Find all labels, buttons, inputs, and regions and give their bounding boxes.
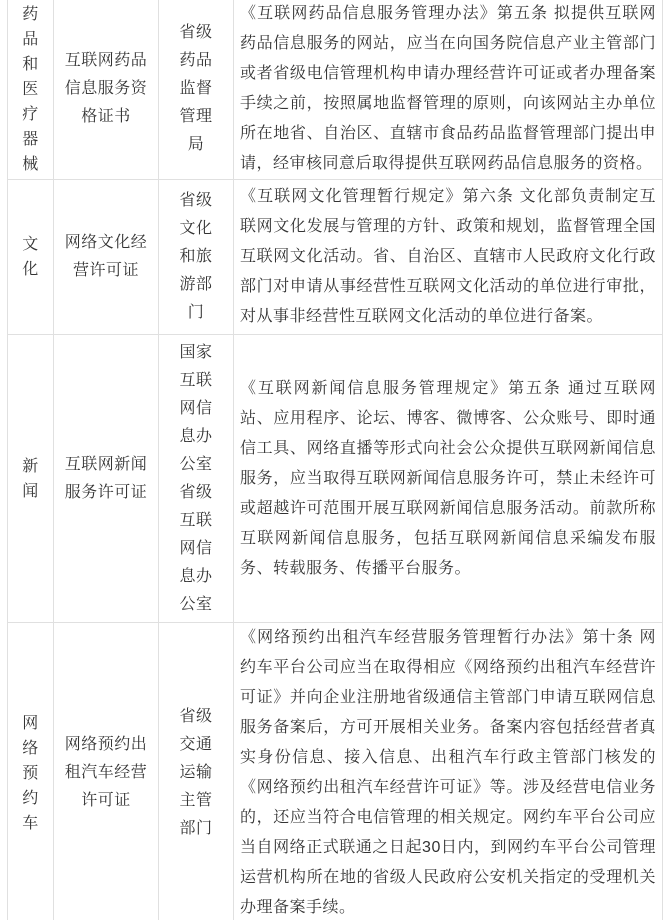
category-cell: 药品和医疗器械: [8, 0, 54, 180]
legal-basis-cell: 《互联网新闻信息服务管理规定》第五条 通过互联网站、应用程序、论坛、博客、微博客、公众账号、即时通信工具、网络直播等形式向社会公众提供互联网新闻信息服务，应当取得互联网新闻信息服务许可，禁止未经许可或超越许可范围开展互联网新闻信息服务活动。前款所称互联网新闻信息服务，包括互联网新闻信息采编发布服务、转载服务、传播平台服务。: [234, 335, 663, 623]
table-row: [8, 0, 663, 180]
authority-cell: 省级文化和旅游部门: [159, 180, 234, 335]
table-row: [8, 180, 663, 335]
authority-cell: 省级药品监督管理局: [159, 0, 234, 180]
table-row: [8, 335, 663, 623]
legal-basis-cell: 《网络预约出租汽车经营服务管理暂行办法》第十条 网约车平台公司应当在取得相应《网络预约出租汽车经营许可证》并向企业注册地省级通信主管部门申请互联网信息服务备案后，方可开展相关业务。备案内容包括经营者真实身份信息、接入信息、出租汽车行政主管部门核发的《网络预约出租汽车经营许可证》等。涉及经营电信业务的，还应当符合电信管理的相关规定。网约车平台公司应当自网络正式联通之日起30日内，到网约车平台公司管理运营机构所在地的省级人民政府公安机关指定的受理机关办理备案手续。: [234, 623, 663, 920]
license-cell: 互联网新闻服务许可证: [54, 335, 159, 623]
category-cell: 文化: [8, 180, 54, 335]
legal-basis-cell: 《互联网文化管理暂行规定》第六条 文化部负责制定互联网文化发展与管理的方针、政策和规划，监督管理全国互联网文化活动。省、自治区、直辖市人民政府文化行政部门对申请从事经营性互联网文化活动的单位进行审批，对从事非经营性互联网文化活动的单位进行备案。: [234, 180, 663, 335]
legal-basis-cell: 《互联网药品信息服务管理办法》第五条 拟提供互联网药品信息服务的网站，应当在向国务院信息产业主管部门或者省级电信管理机构申请办理经营许可证或者办理备案手续之前，按照属地监督管理的原则，向该网站主办单位所在地省、自治区、直辖市食品药品监督管理部门提出申请，经审核同意后取得提供互联网药品信息服务的资格。: [234, 0, 663, 180]
authority-cell: 省级交通运输主管部门: [159, 623, 234, 920]
license-cell: 网络文化经营许可证: [54, 180, 159, 335]
authority-cell: 国家互联网信息办公室省级互联网信息办公室: [159, 335, 234, 623]
license-cell: 互联网药品信息服务资格证书: [54, 0, 159, 180]
license-cell: 网络预约出租汽车经营许可证: [54, 623, 159, 920]
license-table: [7, 0, 663, 920]
category-cell: 网络预约车: [8, 623, 54, 920]
table-row: [8, 623, 663, 920]
category-cell: 新闻: [8, 335, 54, 623]
